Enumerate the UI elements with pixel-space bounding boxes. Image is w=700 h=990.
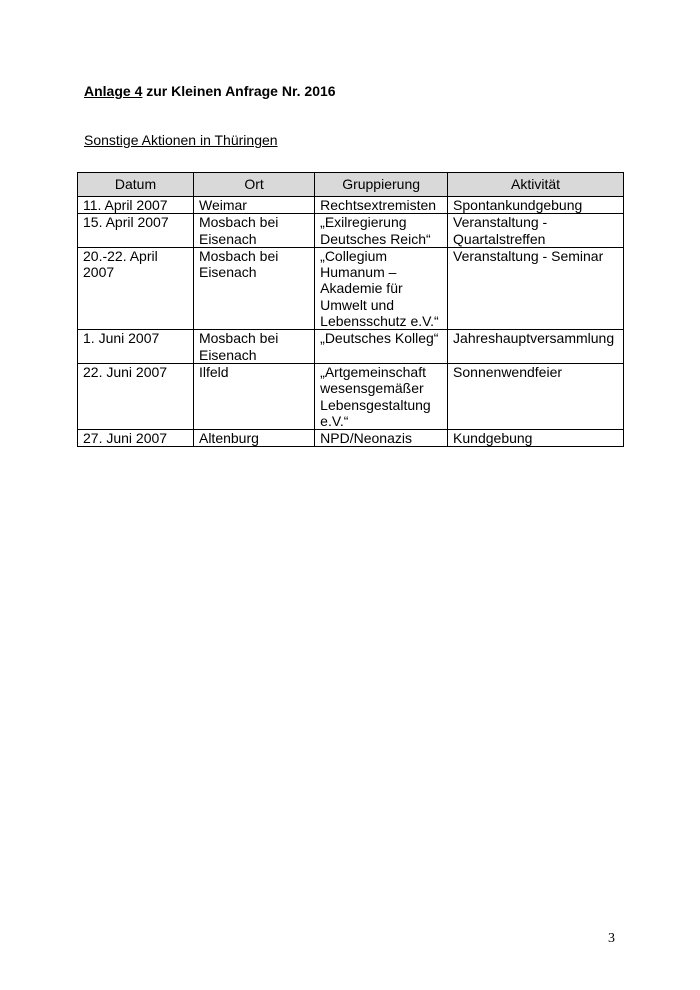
cell-gruppierung: „Deutsches Kolleg“: [315, 330, 448, 364]
cell-aktivitaet: Veranstaltung - Seminar: [448, 247, 624, 329]
cell-gruppierung: „Exilregierung Deutsches Reich“: [315, 214, 448, 248]
cell-ort: Mosbach bei Eisenach: [193, 214, 314, 248]
cell-aktivitaet: Sonnenwendfeier: [448, 363, 624, 429]
cell-ort: Mosbach bei Eisenach: [193, 330, 314, 364]
cell-aktivitaet: Jahreshauptversammlung: [448, 330, 624, 364]
cell-datum: 22. Juni 2007: [78, 363, 194, 429]
cell-ort: Ilfeld: [193, 363, 314, 429]
cell-gruppierung: „Collegium Humanum – Akademie für Umwelt und Lebensschutz e.V.“: [315, 247, 448, 329]
cell-aktivitaet: Veranstaltung - Quartalstreffen: [448, 214, 624, 248]
cell-gruppierung: NPD/Neonazis: [315, 430, 448, 447]
cell-aktivitaet: Kundgebung: [448, 430, 624, 447]
header-ort: Ort: [193, 173, 314, 197]
table-row: [78, 330, 624, 364]
table-row: [78, 214, 624, 248]
heading-rest: zur Kleinen Anfrage Nr. 2016: [142, 83, 336, 99]
header-aktivitaet: Aktivität: [448, 173, 624, 197]
table-header-row: [78, 173, 624, 197]
table-row: [78, 247, 624, 329]
page-number: 3: [608, 931, 615, 946]
cell-ort: Weimar: [193, 197, 314, 214]
cell-ort: Altenburg: [193, 430, 314, 447]
header-datum: Datum: [78, 173, 194, 197]
cell-datum: 27. Juni 2007: [78, 430, 194, 447]
section-subtitle: Sonstige Aktionen in Thüringen: [84, 132, 278, 148]
table-row: [78, 430, 624, 447]
table-row: [78, 363, 624, 429]
document-heading: [84, 83, 336, 99]
cell-datum: 15. April 2007: [78, 214, 194, 248]
cell-datum: 20.-22. April 2007: [78, 247, 194, 329]
header-gruppierung: Gruppierung: [315, 173, 448, 197]
cell-datum: 1. Juni 2007: [78, 330, 194, 364]
actions-table: [77, 172, 624, 447]
table-row: [78, 197, 624, 214]
cell-gruppierung: „Artgemeinschaft wesensgemäßer Lebensgestaltung e.V.“: [315, 363, 448, 429]
cell-datum: 11. April 2007: [78, 197, 194, 214]
cell-aktivitaet: Spontankundgebung: [448, 197, 624, 214]
cell-ort: Mosbach bei Eisenach: [193, 247, 314, 329]
cell-gruppierung: Rechtsextremisten: [315, 197, 448, 214]
heading-anlage: Anlage 4: [84, 83, 143, 99]
